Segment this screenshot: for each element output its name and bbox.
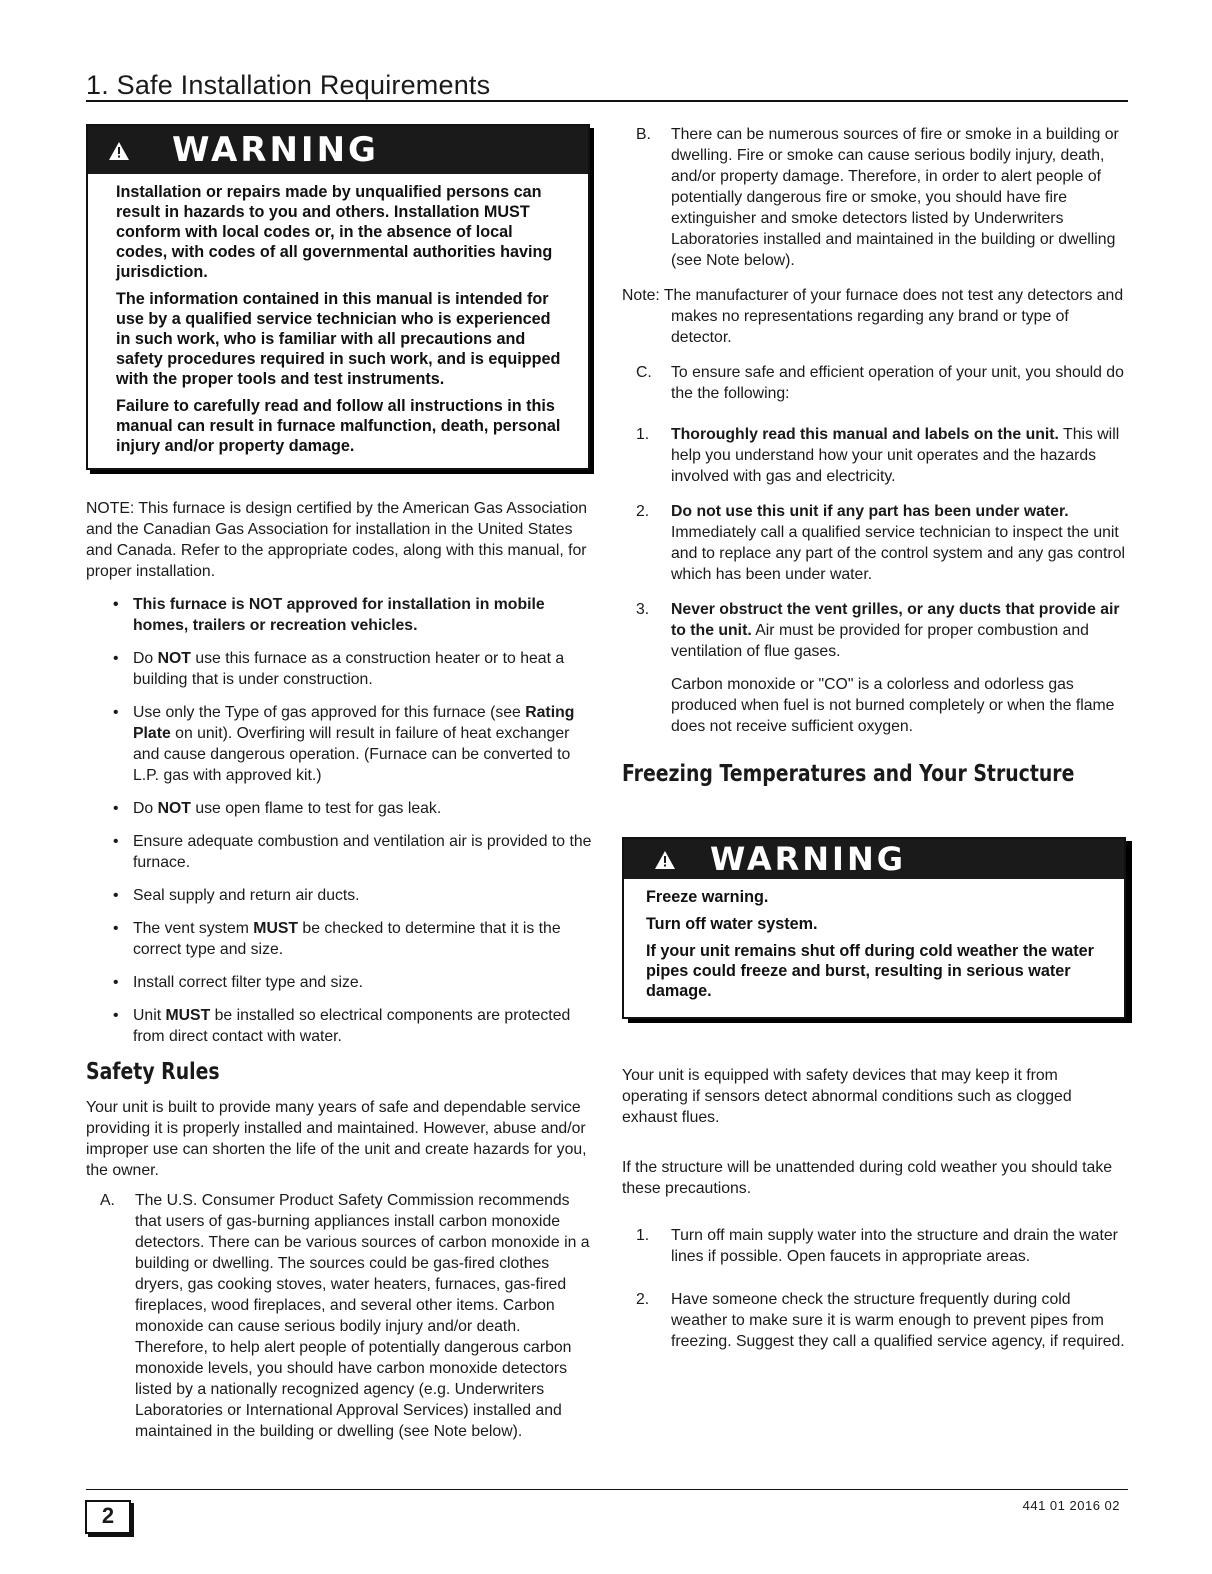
note-paragraph — [86, 498, 592, 582]
bullet-emphasis: MUST — [253, 920, 299, 937]
list-item — [622, 599, 1128, 662]
item-text: The U.S. Consumer Product Safety Commission recommends that users of gas-burning appliances install carbon monoxide detectors. There can be various sources of carbon monoxide in a building or dwelling. The sources could be gas-fired clothes dryers, gas cooking stoves, water heaters, furnaces, gas-fired fireplaces, wood fireplaces, and several other items. Carbon monoxide can cause serious bodily injury and/or death. Therefore, to help alert people of potentially dangerous carbon monoxide levels, you should have carbon monoxide detectors listed by a nationally recognized agency (e.g. Underwriters Laboratories or International Approval Services) installed and maintained in the building or dwelling (see Note below). — [135, 1192, 590, 1440]
freezing-heading: Freezing Temperatures and Your Structure — [622, 761, 1075, 787]
bullet-text: Seal supply and return air ducts. — [133, 887, 360, 904]
warning-body — [88, 174, 588, 468]
note-text: The manufacturer of your furnace does not test any detectors and makes no representations regarding any brand or type of detector. — [659, 287, 1124, 346]
list-item — [622, 362, 1128, 404]
installation-warning-box — [86, 124, 590, 470]
bullet-text: use open flame to test for gas leak. — [190, 800, 442, 817]
warning-paragraph: Turn off water system. — [646, 915, 818, 933]
bullet-icon: • — [113, 1007, 119, 1024]
document-number: 441 01 2016 02 — [1022, 1498, 1120, 1513]
bullet-text: Use only the Type of gas approved for this furnace (see — [133, 704, 526, 721]
item-text: Turn off main supply water into the structure and drain the water lines if possible. Open faucets in appropriate areas. — [671, 1227, 1118, 1265]
item-text: Have someone check the structure frequently during cold weather to make sure it is warm enough to prevent pipes from freezing. Suggest they call a qualified service agency, if required. — [671, 1291, 1125, 1350]
list-item — [622, 501, 1128, 585]
list-item — [622, 424, 1128, 487]
bullet-emphasis: NOT — [157, 800, 191, 817]
step-text: This will help you understand how your unit operates and the hazards involved with gas and electricity. — [671, 426, 1120, 485]
page-number: 2 — [85, 1500, 131, 1534]
step-bold: Thoroughly read this manual and labels on the unit. — [671, 426, 1059, 443]
warning-paragraph: If your unit remains shut off during cold weather the water pipes could freeze and burst, resulting in serious water damage. — [646, 942, 1094, 1000]
bullet-text: Do — [133, 650, 158, 667]
bullet-icon: • — [113, 704, 119, 721]
list-item — [86, 648, 592, 690]
bullet-text: This furnace is NOT approved for installation in mobile homes, trailers or recreation vehicles. — [133, 596, 545, 634]
item-number: 1. — [636, 1227, 650, 1244]
list-item — [86, 702, 592, 786]
bullet-icon: • — [113, 833, 119, 850]
warning-body — [624, 879, 1124, 1017]
item-number: 2. — [636, 1291, 650, 1308]
left-column — [86, 124, 592, 1442]
warning-paragraph: Failure to carefully read and follow all instructions in this manual can result in furnace malfunction, death, personal injury and/or property damage. — [116, 397, 561, 455]
warning-header — [88, 126, 588, 174]
safety-intro: Your unit is built to provide many years of safe and dependable service providing it is properly installed and maintained. However, abuse and/or improper use can shorten the life of the unit and create hazards for you, the owner. — [86, 1099, 587, 1179]
bullet-emphasis: MUST — [165, 1007, 211, 1024]
list-item — [86, 594, 592, 636]
bullet-icon: • — [113, 800, 119, 817]
warning-word: WARNING — [710, 840, 906, 878]
safety-devices-paragraph: Your unit is equipped with safety devices that may keep it from operating if sensors detect abnormal conditions such as clogged exhaust flues. — [622, 1067, 1072, 1126]
warning-word: WARNING — [172, 130, 379, 170]
bullet-text: be installed so electrical components are protected from direct contact with water. — [133, 1007, 571, 1045]
item-number: 1. — [636, 426, 650, 443]
warning-paragraph: Installation or repairs made by unqualified persons can result in hazards to you and others. Installation MUST conform with local codes or, in the absence of local codes, with codes of all governmental authorities having jurisdiction. — [116, 183, 553, 281]
safety-rules-heading: Safety Rules — [86, 1059, 220, 1085]
bullet-icon: • — [113, 974, 119, 991]
step-bold: Never obstruct the vent grilles, or any ducts that provide air to the unit. — [671, 601, 1120, 639]
bullet-icon: • — [113, 887, 119, 904]
bullet-emphasis: NOT — [157, 650, 191, 667]
detector-note — [622, 285, 1128, 348]
step-text: Air must be provided for proper combustion and ventilation of flue gases. — [671, 622, 1089, 660]
list-item — [86, 831, 592, 873]
unattended-paragraph: If the structure will be unattended during cold weather you should take these precautions. — [622, 1159, 1113, 1197]
item-letter: B. — [636, 126, 651, 143]
warning-paragraph: The information contained in this manual is intended for use by a qualified service technician who is experienced in such work, who is familiar with all precautions and safety procedures required in such work, and is equipped with the proper tools and test instruments. — [116, 290, 561, 388]
bullet-text: Install correct filter type and size. — [133, 974, 364, 991]
bullet-text: on unit). Overfiring will result in failure of heat exchanger and cause dangerous operation. (Furnace can be converted to L.P. gas with approved kit.) — [133, 725, 571, 784]
step-bold: Do not use this unit if any part has been under water. — [671, 503, 1069, 520]
warning-paragraph: Freeze warning. — [646, 888, 769, 906]
bullet-emphasis: Rating Plate — [133, 704, 575, 742]
bullet-text: Unit — [133, 1007, 166, 1024]
bullet-text: The vent system — [133, 920, 254, 937]
footer-divider — [86, 1489, 1128, 1490]
co-paragraph: Carbon monoxide or "CO" is a colorless and odorless gas produced when fuel is not burned completely or when the flame does not receive sufficient oxygen. — [671, 676, 1115, 735]
item-number: 3. — [636, 601, 650, 618]
warning-triangle-icon — [108, 141, 130, 161]
list-item — [86, 1005, 592, 1047]
item-text: To ensure safe and efficient operation of your unit, you should do the the following: — [671, 364, 1124, 402]
list-item — [86, 918, 592, 960]
bullet-text: use this furnace as a construction heater or to heat a building that is under construction. — [133, 650, 565, 688]
bullet-text: Do — [133, 800, 158, 817]
item-number: 2. — [636, 503, 650, 520]
item-letter: C. — [636, 364, 652, 381]
warning-header — [624, 839, 1124, 879]
list-item — [86, 798, 592, 819]
list-item — [622, 124, 1128, 271]
note-label: Note: — [622, 287, 660, 304]
item-letter: A. — [100, 1192, 115, 1209]
bullet-text: be checked to determine that it is the correct type and size. — [133, 920, 561, 958]
list-item — [622, 1289, 1128, 1352]
bullet-text: Ensure adequate combustion and ventilation air is provided to the furnace. — [133, 833, 592, 871]
item-text: There can be numerous sources of fire or smoke in a building or dwelling. Fire or smoke can cause serious bodily injury, death, and/or property damage. Therefore, in order to alert people of potentially dangerous fire or smoke, you should have fire extinguisher and smoke detectors listed by Underwriters Laboratories installed and maintained in the building or dwelling (see Note below). — [671, 126, 1119, 269]
bullet-icon: • — [113, 920, 119, 937]
bullet-icon: • — [113, 596, 119, 613]
bullet-icon: • — [113, 650, 119, 667]
list-item — [86, 972, 592, 993]
right-column — [622, 124, 1128, 1352]
list-item — [622, 1225, 1128, 1267]
installation-bullets — [86, 594, 592, 1047]
warning-triangle-icon — [654, 850, 676, 870]
list-item — [86, 885, 592, 906]
freeze-warning-box — [622, 837, 1126, 1019]
step-text: Immediately call a qualified service technician to inspect the unit and to replace any part of the control system and any gas control which has been under water. — [671, 524, 1125, 583]
page-title: 1. Safe Installation Requirements — [86, 68, 1128, 102]
list-item — [86, 1190, 592, 1442]
note-label: NOTE — [86, 500, 130, 517]
note-text: : This furnace is design certified by the American Gas Association and the Canadian Gas Association for installation in the United States and Canada. Refer to the appropriate codes, along with this manual, for proper installation. — [86, 500, 588, 580]
